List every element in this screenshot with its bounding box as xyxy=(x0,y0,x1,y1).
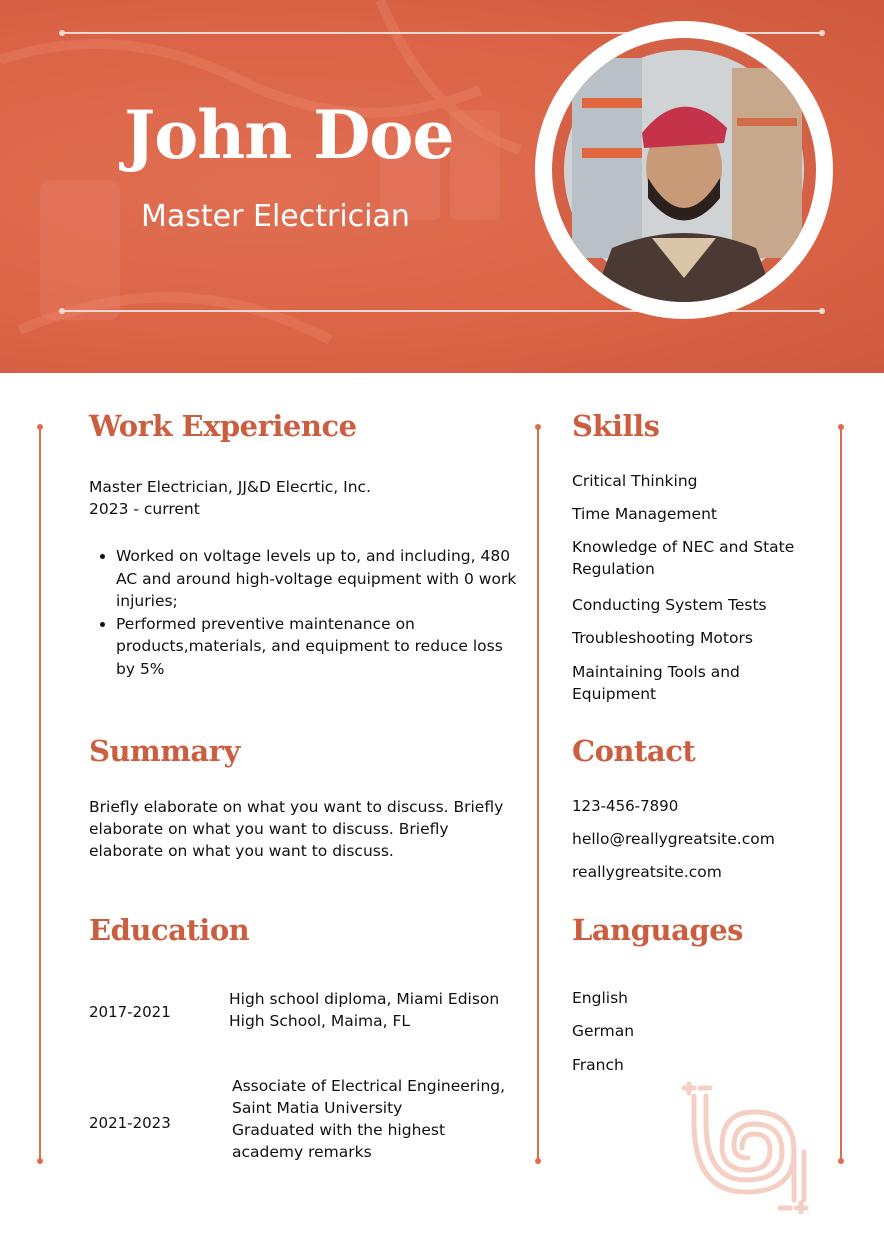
language-item: German xyxy=(572,1022,635,1040)
skills-heading: Skills xyxy=(572,409,660,443)
profile-photo xyxy=(552,38,816,302)
left-rule xyxy=(39,427,41,1161)
contact-phone: 123-456-7890 xyxy=(572,797,679,815)
education-years-1: 2017-2021 xyxy=(89,1003,171,1021)
skill-item: Time Management xyxy=(572,505,717,523)
skill-item: Troubleshooting Motors xyxy=(572,629,753,647)
languages-heading: Languages xyxy=(572,913,743,947)
contact-website: reallygreatsite.com xyxy=(572,863,722,881)
person-title: Master Electrician xyxy=(141,199,410,234)
contact-heading: Contact xyxy=(572,734,696,768)
list-item: • Performed preventive maintenance on products,materials, and equipment to reduce loss by 5% xyxy=(116,613,526,681)
contact-email: hello@reallygreatsite.com xyxy=(572,830,775,848)
work-position: Master Electrician, JJ&D Elecrtic, Inc. xyxy=(89,478,372,496)
education-line: High school diploma, Miami Edison xyxy=(229,990,500,1008)
education-years-2: 2021-2023 xyxy=(89,1114,171,1132)
education-line: Graduated with the highest xyxy=(232,1121,446,1139)
education-detail-2 xyxy=(232,1075,522,1163)
language-item: Franch xyxy=(572,1056,624,1074)
portrait-photo xyxy=(552,38,816,302)
education-line: High School, Maima, FL xyxy=(229,1012,411,1030)
skill-item: Knowledge of NEC and State Regulation xyxy=(572,538,795,578)
education-line: academy remarks xyxy=(232,1143,372,1161)
work-experience-heading: Work Experience xyxy=(89,409,357,443)
work-period: 2023 - current xyxy=(89,500,200,518)
language-item: English xyxy=(572,989,628,1007)
middle-rule xyxy=(537,427,539,1161)
skill-item: Conducting System Tests xyxy=(572,596,767,614)
education-heading: Education xyxy=(89,913,250,947)
education-detail-1 xyxy=(229,988,519,1032)
education-line: Associate of Electrical Engineering, xyxy=(232,1077,506,1095)
skill-item: Maintaining Tools and Equipment xyxy=(572,663,740,703)
work-bullet-list xyxy=(90,545,526,680)
cable-plug-icon xyxy=(676,1082,816,1214)
right-rule xyxy=(840,427,842,1161)
skill-item: Critical Thinking xyxy=(572,472,698,490)
education-line: Saint Matia University xyxy=(232,1099,403,1117)
summary-text: Briefly elaborate on what you want to discuss. Briefly elaborate on what you want to discuss. Briefly elaborate on what you want to discuss. xyxy=(89,798,504,860)
summary-heading: Summary xyxy=(89,734,240,768)
person-name: John Doe xyxy=(124,96,454,174)
list-item: • Worked on voltage levels up to, and including, 480 AC and around high-voltage equipment with 0 work injuries; xyxy=(116,545,526,613)
